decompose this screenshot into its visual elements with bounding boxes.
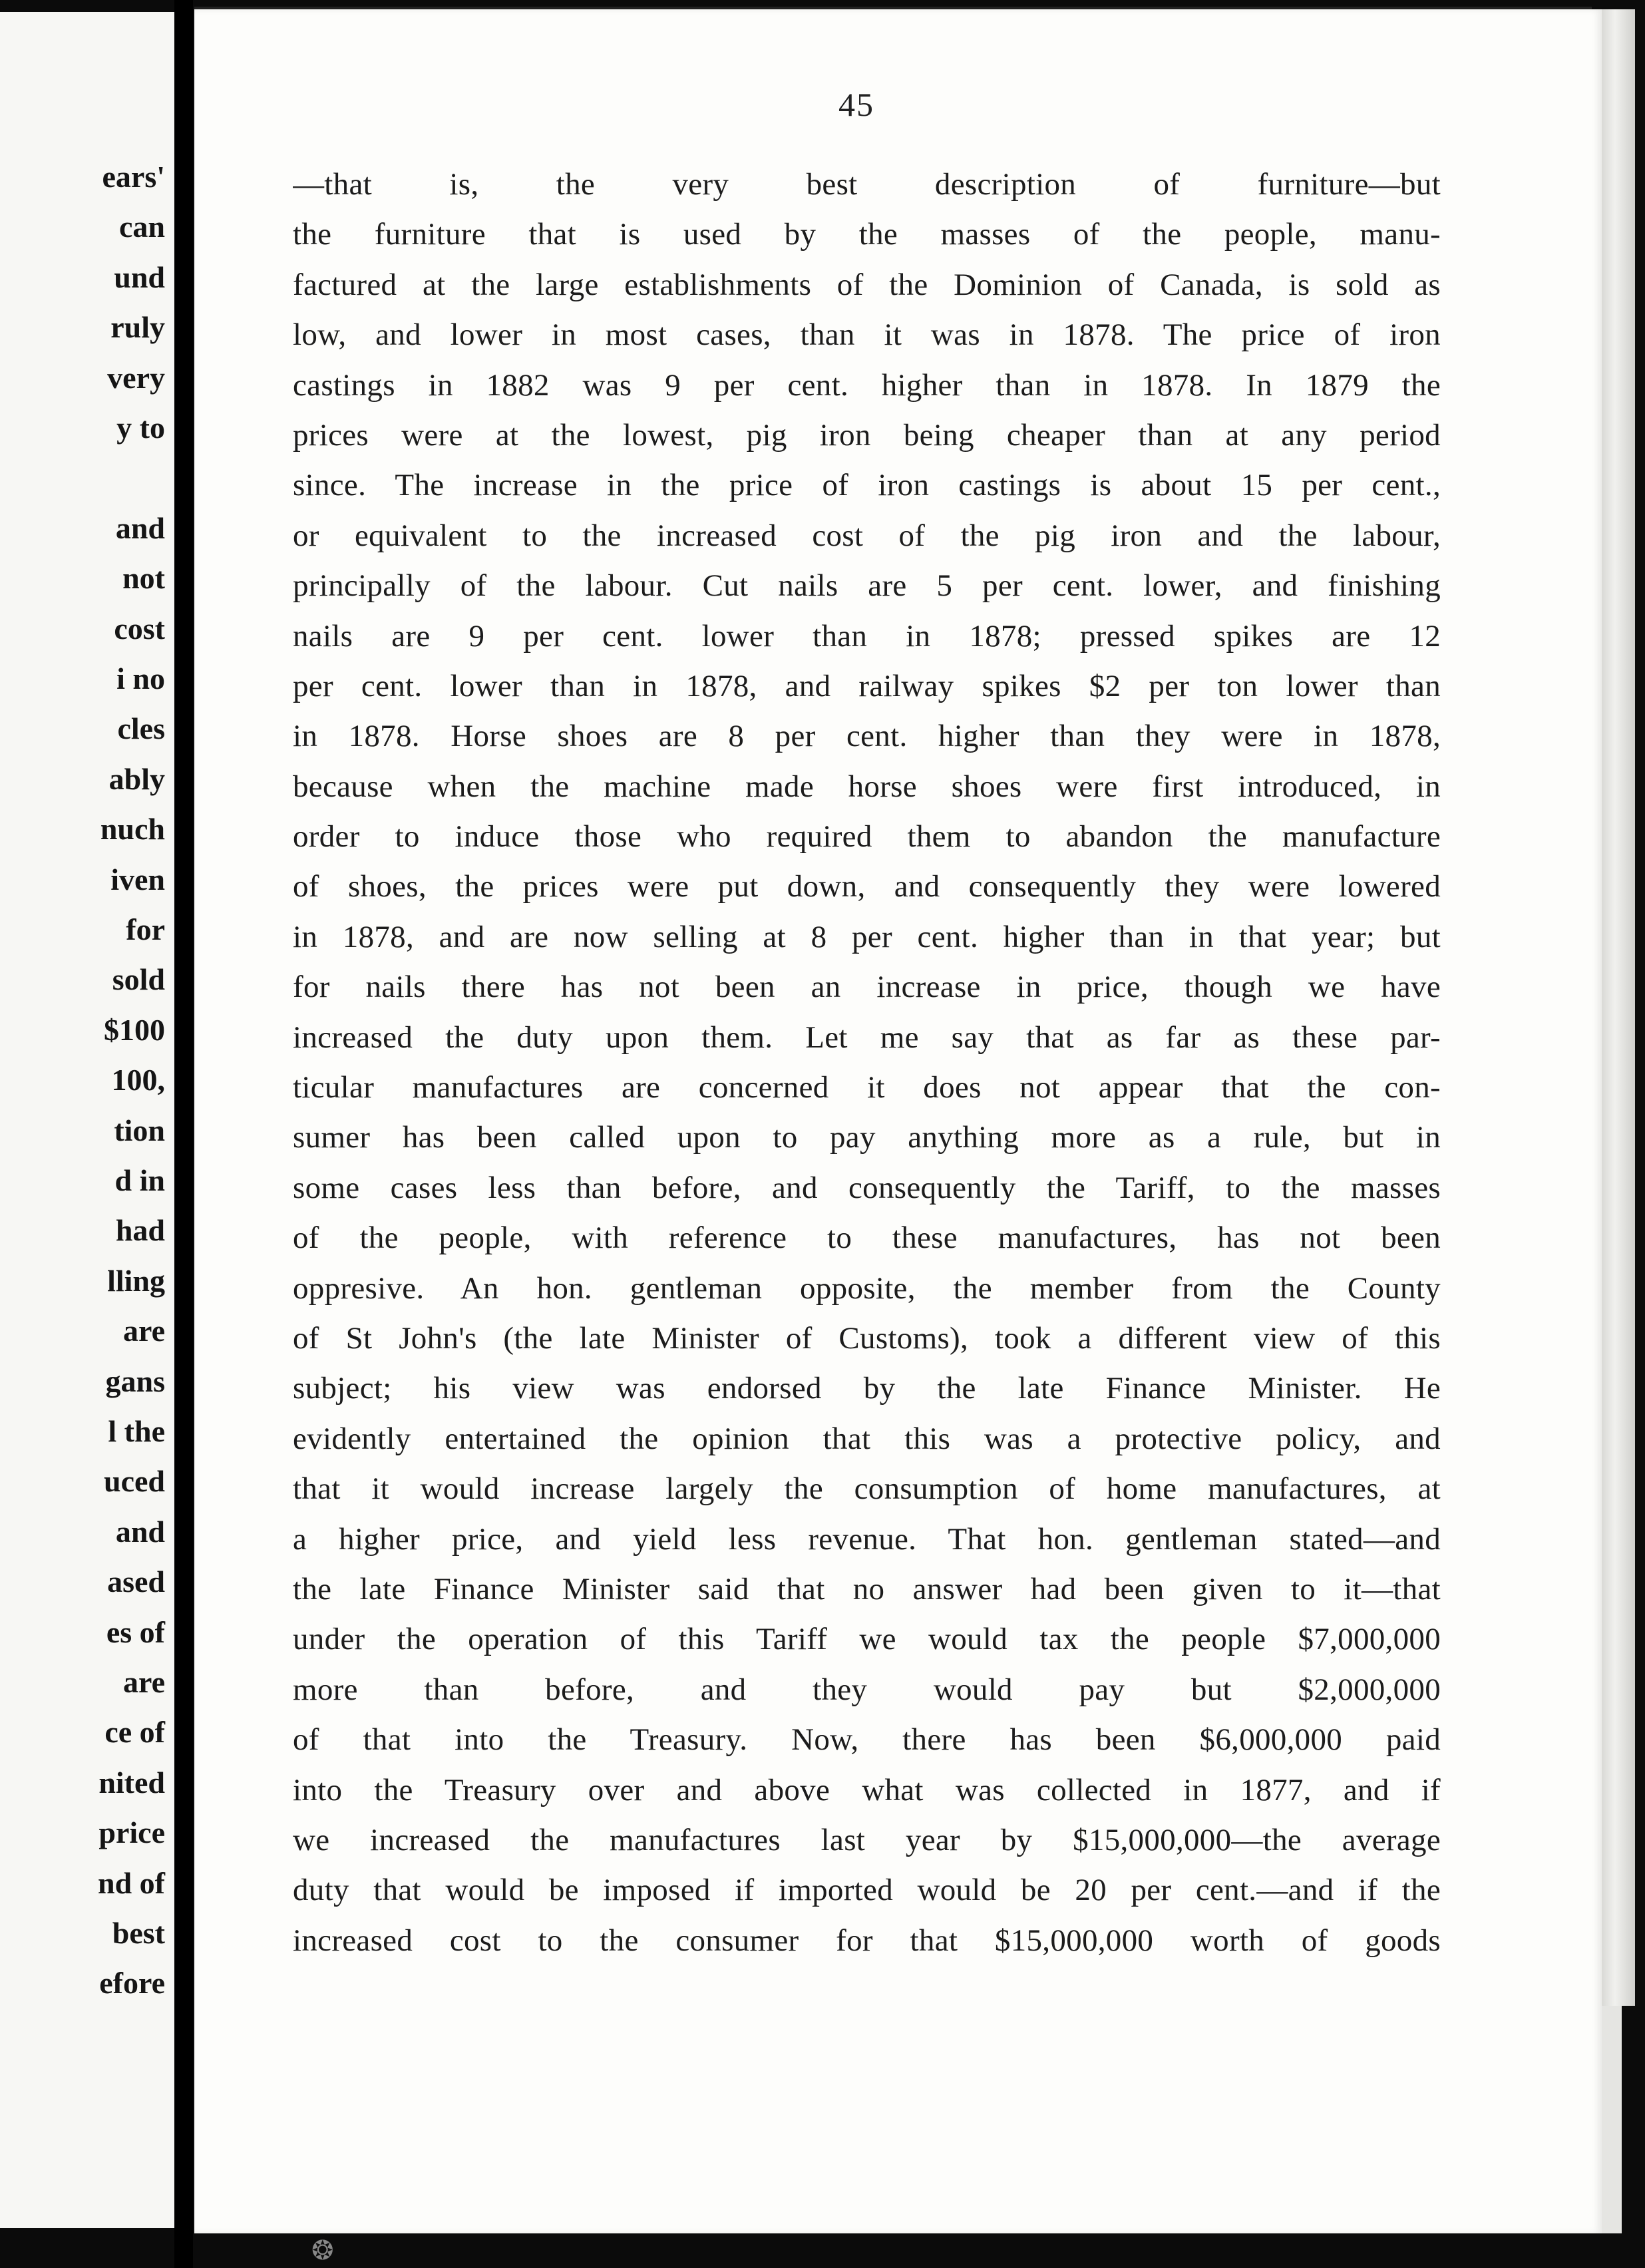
left-page-fragment: nited (98, 1765, 165, 1799)
page-number: 45 (838, 86, 874, 123)
left-page-fragment: for (126, 912, 165, 946)
book-gutter (174, 0, 193, 2268)
left-page-fragment: d in (114, 1163, 165, 1197)
left-page-fragment: gans (105, 1364, 165, 1398)
text-line: principally of the labour. Cut nails are 5 per cent. lower, and finishing (293, 568, 1441, 604)
left-page-fragment: ased (107, 1565, 165, 1599)
left-page-fragment: sold (112, 962, 165, 997)
text-line: or equivalent to the increased cost of the pig iron and the labour, (293, 518, 1441, 553)
scan-mark-icon: ❂ (311, 2235, 334, 2265)
text-line: nails are 9 per cent. lower than in 1878; pressed spikes are 12 (293, 618, 1441, 654)
text-line: of shoes, the prices were put down, and consequently they were lowered (293, 869, 1441, 904)
text-line: evidently entertained the opinion that this was a protective policy, and (293, 1421, 1441, 1456)
left-page-fragment: ce of (104, 1715, 165, 1750)
text-line: —that is, the very best description of furniture—but (293, 167, 1441, 202)
text-line: into the Treasury over and above what was collected in 1877, and if (293, 1772, 1441, 1807)
body-text (293, 160, 1441, 1966)
text-line: of that into the Treasury. Now, there has been $6,000,000 paid (293, 1722, 1441, 1758)
left-page-fragment: best (112, 1916, 165, 1950)
text-line: for nails there has not been an increase in price, though we have (293, 970, 1441, 1005)
left-page-fragment: $100 (104, 1012, 165, 1047)
left-page-fragment: ears' (102, 160, 165, 194)
text-line: factured at the large establishments of the Dominion of Canada, is sold as (293, 267, 1441, 302)
text-line: the furniture that is used by the masses of the people, manu- (293, 217, 1441, 252)
left-page-fragment: tion (114, 1113, 165, 1147)
left-page-fragment: and (115, 1514, 165, 1549)
text-line: more than before, and they would pay but $2,000,000 (293, 1672, 1441, 1707)
text-line: castings in 1882 was 9 per cent. higher than in 1878. In 1879 the (293, 367, 1441, 403)
left-page-fragment: lling (107, 1263, 165, 1298)
text-line: prices were at the lowest, pig iron being cheaper than at any period (293, 417, 1441, 453)
left-page-fragment: nuch (100, 812, 165, 847)
left-page-fragment: cost (114, 611, 165, 646)
left-page-fragment: ably (108, 761, 165, 796)
text-line: ticular manufactures are concerned it does not appear that the con- (293, 1070, 1441, 1105)
text-line: increased the duty upon them. Let me say that as far as these par- (293, 1020, 1441, 1055)
left-page-fragment: cles (117, 711, 165, 746)
left-page-fragment: not (122, 561, 165, 596)
left-page-fragment: are (122, 1314, 165, 1348)
left-page-fragment: iven (110, 862, 165, 896)
left-page-fragment: uced (104, 1464, 165, 1499)
text-line: the late Finance Minister said that no answer had been given to it—that (293, 1571, 1441, 1606)
left-page-fragment: 100, (111, 1063, 165, 1097)
text-line: since. The increase in the price of iron castings is about 15 per cent., (293, 468, 1441, 503)
left-facing-page (0, 12, 174, 2228)
text-line: we increased the manufactures last year by $15,000,000—the average (293, 1822, 1441, 1857)
text-line: duty that would be imposed if imported would be 20 per cent.—and if the (293, 1873, 1441, 1908)
text-line: because when the machine made horse shoes were first introduced, in (293, 769, 1441, 804)
page-edge-lower (1602, 2006, 1622, 2233)
left-page-fragment: i no (116, 662, 165, 695)
text-line: of the people, with reference to these manufactures, has not been (293, 1221, 1441, 1256)
text-line: in 1878. Horse shoes are 8 per cent. higher than they were in 1878, (293, 719, 1441, 754)
text-line: oppresive. An hon. gentleman opposite, the member from the County (293, 1270, 1441, 1306)
text-line: increased cost to the consumer for that $15,000,000 worth of goods (293, 1923, 1441, 1958)
text-line: in 1878, and are now selling at 8 per cent. higher than in that year; but (293, 919, 1441, 954)
text-line: per cent. lower than in 1878, and railway spikes $2 per ton lower than (293, 668, 1441, 703)
text-line: subject; his view was endorsed by the late Finance Minister. He (293, 1371, 1441, 1406)
left-page-fragment: efore (99, 1966, 165, 2000)
page-edge (1602, 9, 1635, 2006)
text-line: of St John's (the late Minister of Customs), took a different view of this (293, 1320, 1441, 1356)
left-page-fragment: es of (106, 1614, 165, 1649)
text-line: that it would increase largely the consumption of home manufactures, at (293, 1471, 1441, 1507)
text-line: low, and lower in most cases, than it was in 1878. The price of iron (293, 317, 1441, 353)
left-page-fragment: had (115, 1213, 165, 1248)
text-line: sumer has been called upon to pay anything more as a rule, but in (293, 1120, 1441, 1155)
left-page-fragment: can (119, 210, 165, 244)
text-line: under the operation of this Tariff we would tax the people $7,000,000 (293, 1622, 1441, 1657)
left-page-fragment: price (98, 1815, 165, 1850)
left-page-fragment: nd of (98, 1865, 165, 1900)
left-page-fragment: y to (116, 411, 165, 445)
text-line: order to induce those who required them to abandon the manufacture (293, 819, 1441, 854)
text-line: some cases less than before, and consequently the Tariff, to the masses (293, 1170, 1441, 1205)
left-page-fragment: and (115, 510, 165, 545)
left-page-fragment: very (107, 360, 165, 395)
text-line: a higher price, and yield less revenue. That hon. gentleman stated—and (293, 1521, 1441, 1557)
left-page-fragment: und (114, 260, 165, 294)
left-page-fragment: l the (108, 1414, 165, 1448)
left-page-fragment: are (122, 1665, 165, 1699)
left-page-fragment: ruly (110, 310, 165, 345)
